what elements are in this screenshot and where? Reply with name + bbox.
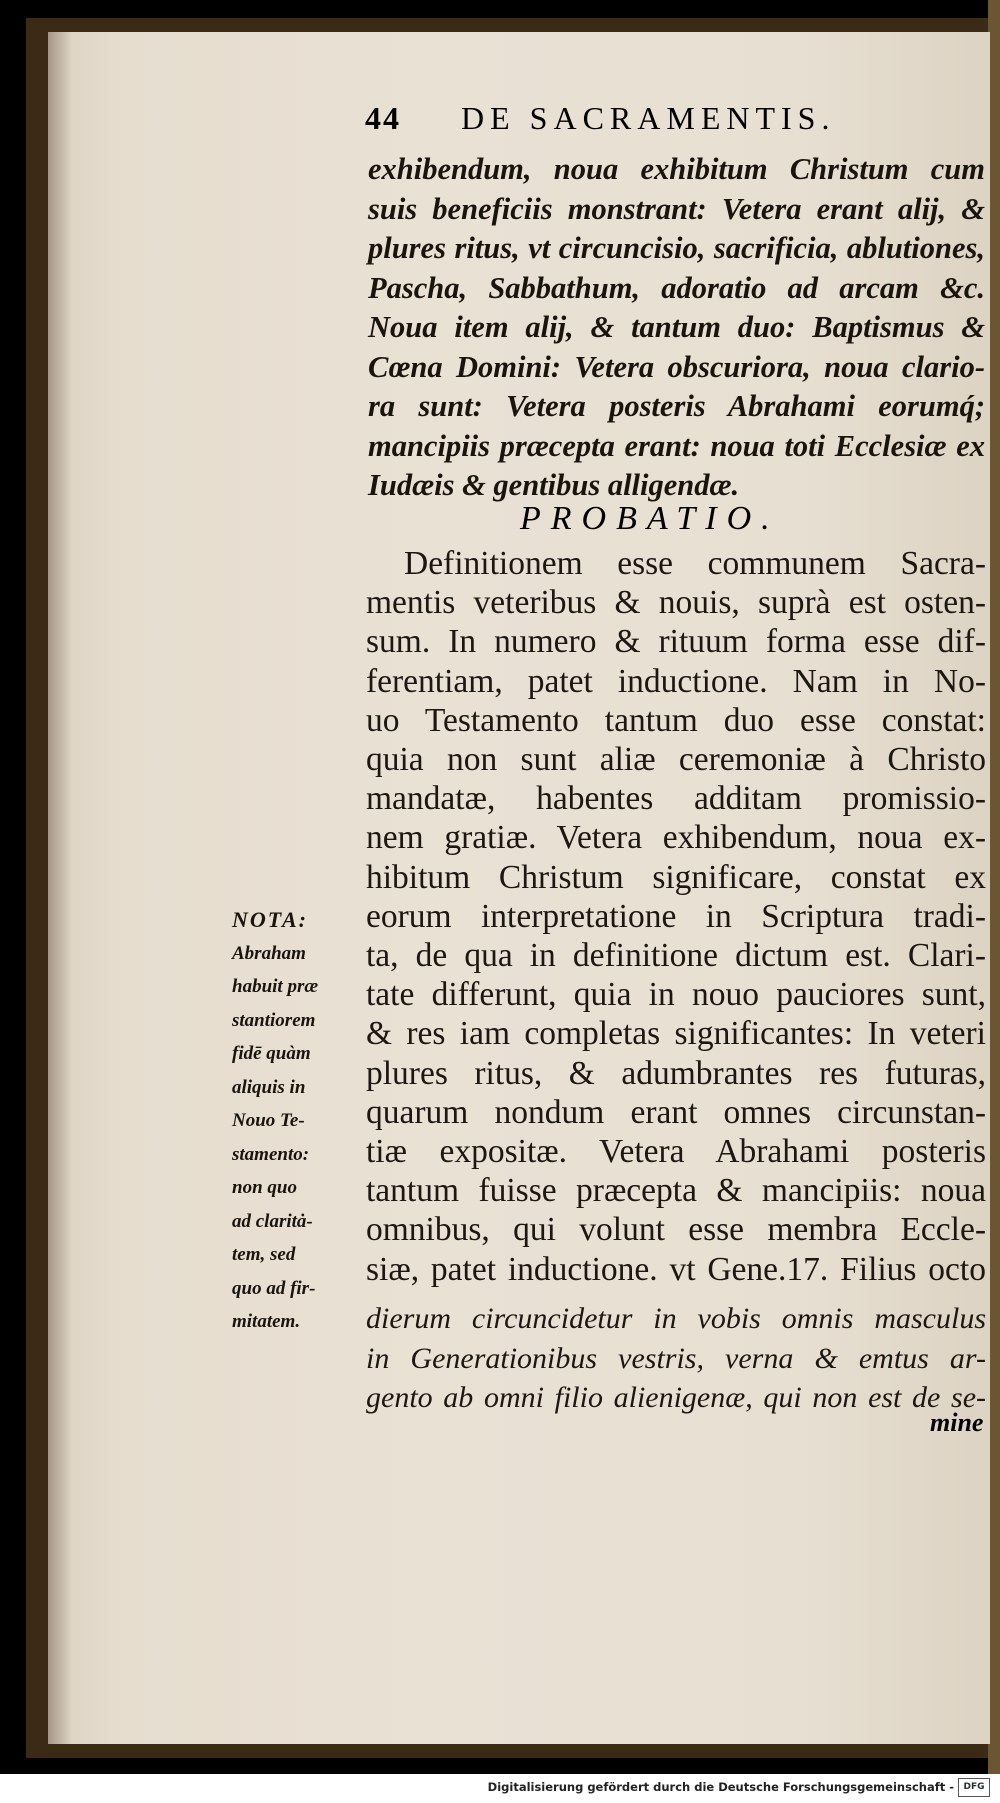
italic-line: exhibendum, noua exhibitum Christum cum — [368, 152, 985, 186]
body-line: mandatæ, habentes additam promissio- — [366, 780, 986, 818]
italic-line: Pascha, Sabbathum, adoratio ad arcam &c. — [368, 270, 985, 305]
margin-note-line: ad claritȧ- — [232, 1210, 313, 1232]
margin-note-line: quo ad fir- — [232, 1277, 316, 1299]
margin-note-line: mitatem. — [232, 1311, 301, 1332]
margin-note-line: fidē quàm — [232, 1043, 311, 1064]
body-line: omnibus, qui volunt esse membra Eccle- — [366, 1211, 986, 1249]
section-heading: PROBATIO. — [520, 500, 780, 537]
body-line: quarum nondum erant omnes circunstan- — [366, 1093, 986, 1131]
body-line: uo Testamento tantum duo esse constat: — [366, 701, 986, 739]
italic-line: suis beneficiis monstrant: Vetera erant alij, & — [368, 191, 985, 226]
page-number: 44 — [365, 100, 401, 136]
italic-line: plures ritus, vt circuncisio, sacrificia, ablutiones, — [368, 231, 985, 265]
spine-shadow — [48, 32, 72, 1744]
margin-note-line: Nouo Te- — [232, 1110, 305, 1131]
italic-line: Cœna Domini: Vetera obscuriora, noua clario- — [368, 349, 985, 384]
italic-line: Noua item alij, & tantum duo: Baptismus & — [368, 310, 985, 344]
margin-note-line: stantiorem — [232, 1009, 316, 1031]
margin-note-line: tem, sed — [232, 1244, 296, 1265]
body-line: eorum interpretatione in Scriptura tradi- — [366, 897, 986, 935]
body-line: mentis veteribus & nouis, suprà est osten- — [366, 584, 986, 622]
margin-note-line: stamento: — [232, 1143, 310, 1165]
margin-note — [232, 903, 357, 1339]
scripture-quote — [366, 1299, 986, 1418]
running-header — [365, 100, 965, 137]
body-line: ta, de qua in definitione dictum est. Clari- — [366, 937, 986, 975]
margin-note-line: non quo — [232, 1177, 297, 1198]
italic-line: Iudæis & gentibus alligendæ. — [368, 468, 740, 502]
italic-paragraph — [368, 150, 985, 506]
body-line: sum. In numero & rituum forma esse dif- — [366, 623, 986, 661]
body-line: tantum fuisse præcepta & mancipiis: noua — [366, 1172, 986, 1210]
body-line: & res iam completas significantes: In veteri — [366, 1015, 986, 1053]
body-line: quia non sunt aliæ ceremoniæ à Christo — [366, 741, 986, 779]
body-line: siæ, patet inductione. vt Gene.17. Filius octo — [366, 1250, 986, 1288]
quote-line: gento ab omni filio alienigenæ, qui non est de se- — [366, 1381, 986, 1414]
body-line: nem gratiæ. Vetera exhibendum, noua ex- — [366, 819, 986, 857]
quote-line: in Generationibus vestris, verna & emtus ar- — [366, 1341, 986, 1375]
body-line: Definitionem esse communem Sacra- — [404, 545, 986, 582]
margin-note-line: habuit præ — [232, 976, 319, 997]
running-title: DE SACRAMENTIS. — [461, 100, 836, 136]
body-line: ferentiam, patet inductione. Nam in No- — [366, 662, 986, 700]
dfg-logo: DFG — [958, 1778, 990, 1797]
body-line: plures ritus, & adumbrantes res futuras, — [366, 1054, 986, 1092]
body-line: hibitum Christum significare, constat ex — [366, 858, 986, 896]
italic-line: mancipiis præcepta erant: noua toti Ecclesiæ ex — [368, 428, 985, 463]
digitization-credit: Digitalisierung gefördert durch die Deutsche Forschungsgemeinschaft - — [487, 1780, 954, 1794]
body-line: tiæ expositæ. Vetera Abrahami posteris — [366, 1133, 986, 1171]
catchword: mine — [930, 1408, 984, 1437]
body-line: tate differunt, quia in nouo pauciores sunt, — [366, 976, 986, 1014]
margin-note-line: Abraham — [232, 942, 306, 964]
margin-note-line: aliquis in — [232, 1076, 306, 1098]
italic-line: ra sunt: Vetera posteris Abrahami eorumq́; — [368, 389, 985, 423]
margin-note-heading: NOTA: — [232, 907, 308, 932]
quote-line: dierum circuncidetur in vobis omnis masculus — [366, 1302, 986, 1335]
body-paragraph — [366, 544, 986, 1289]
